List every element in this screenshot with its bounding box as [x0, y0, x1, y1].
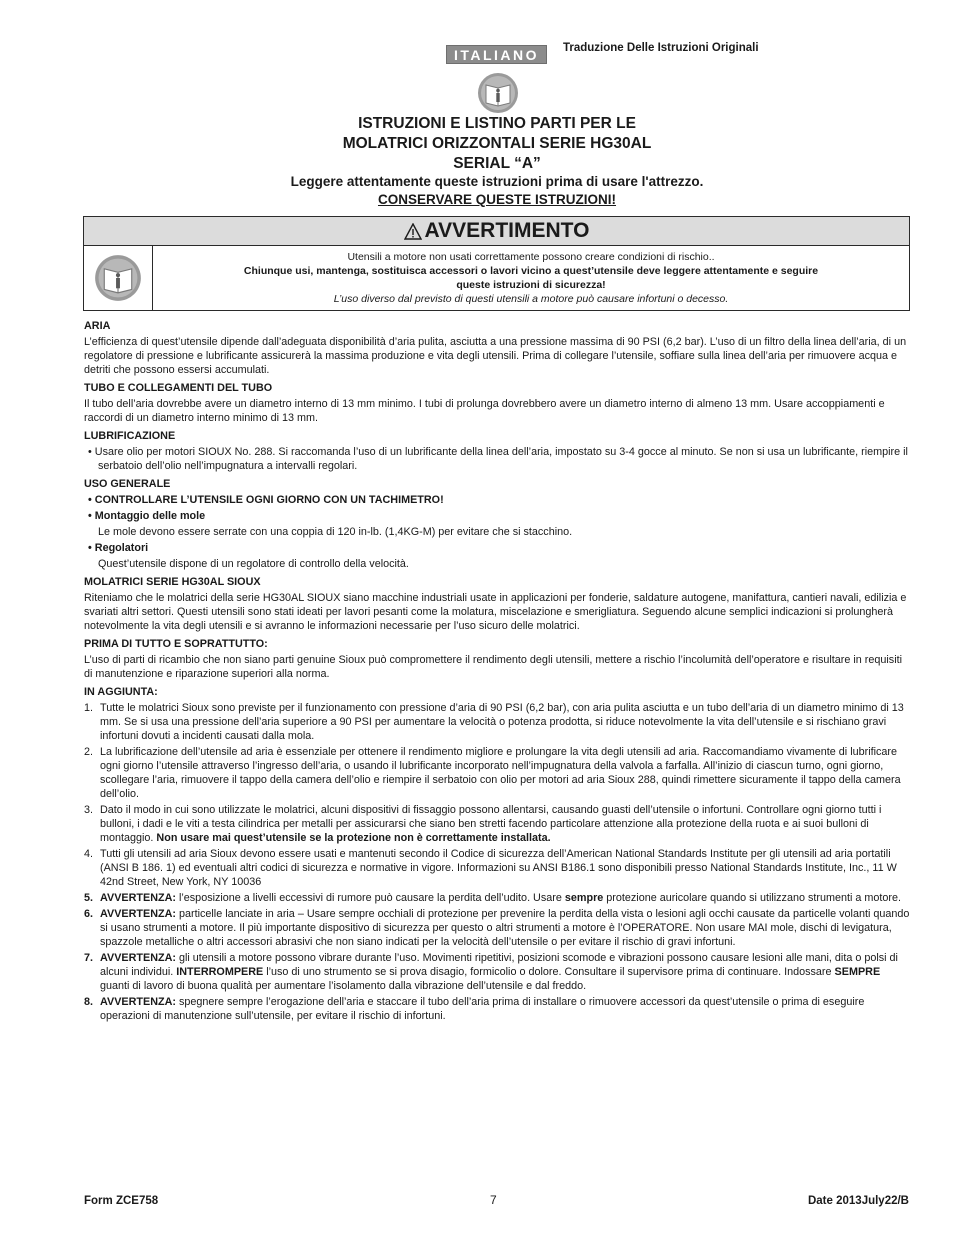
- numbered-item: 4. Tutti gli utensili ad aria Sioux devono essere usati e mantenuti secondo il Codice di sicurezza dell’American National Standards Institute per gli utensili ad aria portatili (ANSI B 186. 1) ed eventuali altri codici di sicurezza e normative in vigore. Informazioni su ANSI B186.1 sono disponibili presso National Standards Institute, Inc., 11 W 42nd Street, New York, NY 10036: [84, 848, 897, 888]
- bullet-detail: Le mole devono essere serrate con una coppia di 120 in-lb. (1,4KG-M) per evitare che si stacchino.: [98, 526, 573, 538]
- numbered-item: 5. AVVERTENZA: l’esposizione a livelli eccessivi di rumore può causare la perdita dell’udito. Usare sempre protezione auricolare quando si utilizzano strumenti a motore.: [84, 892, 901, 904]
- section-heading: ARIA: [84, 320, 111, 332]
- section-heading: TUBO E COLLEGAMENTI DEL TUBO: [84, 382, 273, 394]
- numbered-item: 3. Dato il modo in cui sono utilizzate le molatrici, alcuni dispositivi di fissaggio possono allentarsi, causando guasti dell’utensile o infortuni. Controllare ogni giorno tutti i bulloni, i dadi e le viti a testa cilindrica per metalli per assicurarsi che siano ben stretti facendo particolare attenzione alla protezione della ruota e ai suoi bulloni di montaggio. Non usare mai quest’utensile se la protezione non è correttamente installata.: [84, 804, 882, 844]
- warning-box: [83, 216, 910, 311]
- page-number: 7: [490, 1193, 497, 1207]
- section-heading: MOLATRICI SERIE HG30AL SIOUX: [84, 576, 261, 588]
- document-title: ISTRUZIONI E LISTINO PARTI PER LE MOLATRICI ORIZZONTALI SERIE HG30AL SERIAL “A”: [342, 115, 652, 172]
- warning-info-cell: [84, 246, 153, 310]
- numbered-item: 2. La lubrificazione dell’utensile ad aria è essenziale per ottenere il rendimento migliore e prolungare la vita degli utensili ad aria. Raccomandiamo vivamente di lubrificare ogni giorno l’utensile attraverso l’ingresso dell’aria, o usando il lubrificante incorporato nell’impugnatura della valvola a farfalla. All’inizio di ciascun turno, ogni giorno, scollegare l’aria, rimuovere il tappo della camera dell’olio e riempire il serbatoio con olio per motori ad aria Sioux 288, quindi rimettere sicuramente il tappo della camera dell’olio.: [84, 746, 901, 800]
- bullet-detail: Quest’utensile dispone di un regolatore di controllo della velocità.: [98, 558, 409, 570]
- paragraph: Riteniamo che le molatrici della serie HG30AL SIOUX siano macchine industriali usate in applicazioni per fonderie, saldature autogene, manifattura, cantieri navali, edilizia e svariati altri settori. Questi utensili sono stati ideati per lavori pesanti come la molatura, miscelazione e smerigliatura. Seguendo alcune semplici indicazioni si prolungherà notevolmente la vita degli utensili e si avranno le informazioni necessarie per l’uso sicuro delle molatrici.: [84, 592, 907, 632]
- keep-notice: CONSERVARE QUESTE ISTRUZIONI!: [377, 192, 617, 207]
- warning-triangle-icon: [404, 223, 422, 240]
- numbered-item: 6. AVVERTENZA: particelle lanciate in aria – Usare sempre occhiali di protezione per prevenire la perdita della vista o lesioni agli occhi causate da particelle volanti quando si usano strumenti a motore. Il più importante dispositivo di sicurezza per questo o altri strumenti a motore è l’OPERATORE. Non usare MAI mole, dischi di levigatura, spazzole metalliche o altri accessori abrasivi che non siano indicati per la velocità dell’utensile o per evitare il rischio di gravi infortuni.: [84, 908, 910, 948]
- info-book-icon: [477, 72, 519, 114]
- section-heading: LUBRIFICAZIONE: [84, 430, 176, 442]
- paragraph: L’efficienza di quest’utensile dipende dall’adeguata disponibilità d’aria pulita, asciutta a una pressione massima di 90 PSI (6,2 bar). L’uso di un filtro della linea dell’aria, di un regolatore di pressione e lubrificante assicurerà la massima produzione e vita degli utensili. Prima di collegare l’utensile, soffiare sulla linea dell’aria per rimuovere acqua e detriti che possono essersi accumulati.: [84, 336, 907, 376]
- bullet-item: • Montaggio delle mole: [88, 510, 206, 522]
- warning-text: Utensili a motore non usati correttamente possono creare condizioni di rischio.. Chiunque usi, mantenga, sostituisca accessori o lavori vicino a quest’utensile deve leggere attentamente e seguire queste istruzioni di sicurezza! L’uso diverso dal previsto di questi utensili a motore può causare infortuni o decesso.: [243, 251, 819, 305]
- numbered-item: 8. AVVERTENZA: spegnere sempre l’erogazione dell’aria e staccare il tubo dell’aria prima di installare o rimuovere accessori da quest’utensile o prima di eseguire operazioni di manutenzione sull’utensile, per evitare il rischio di infortuni.: [84, 996, 865, 1022]
- read-notice: Leggere attentamente queste istruzioni prima di usare l'attrezzo.: [290, 174, 704, 189]
- bullet-item: • CONTROLLARE L’UTENSILE OGNI GIORNO CON UN TACHIMETRO!: [88, 494, 444, 506]
- warning-heading: AVVERTIMENTO: [84, 217, 909, 246]
- body-text: [84, 319, 910, 1023]
- numbered-item: 1. Tutte le molatrici Sioux sono previste per il funzionamento con pressione d’aria di 90 PSI (6,2 bar), con aria pulita asciutta e un tubo dell’aria di un diametro minimo di 13 mm. Se si usa una pressione dell’aria superiore a 90 PSI per aumentare la velocità o potenza prodotta, si riduce notevolmente la vita dell’utensile e si rischiano gravi infortuni dovuti a incidenti causati dalla mola.: [84, 702, 904, 742]
- revision-date: Date 2013July22/B: [807, 1195, 909, 1207]
- paragraph: Il tubo dell’aria dovrebbe avere un diametro interno di 13 mm minimo. I tubi di prolunga dovrebbero avere un diametro interno di almeno 13 mm. Usare accoppiamenti e raccordi di un diametro interno minimo di 13 mm.: [84, 398, 885, 424]
- section-heading: IN AGGIUNTA:: [84, 686, 158, 698]
- bullet-item: • Usare olio per motori SIOUX No. 288. Si raccomanda l’uso di un lubrificante della linea dell’aria, impostato su 3-4 gocce al minuto. Se non si usa un lubrificante, riempire il serbatoio dell’olio nell’impugnatura a intervalli regolari.: [88, 446, 908, 472]
- numbered-item: 7. AVVERTENZA: gli utensili a motore possono vibrare durante l’uso. Movimenti ripetitivi, posizioni scomode e vibrazioni possono causare lesioni alle mani, dita o polsi di alcuni individui. INTERROMPERE l’uso di uno strumento se si prova disagio, formicolio o dolore. Consultare il supervisore prima di continuare. Indossare SEMPRE guanti di lavoro di buona qualità per aumentare l’isolamento dalla vibrazione dell’utensile e dal freddo.: [84, 952, 898, 992]
- form-number: Form ZCE758: [84, 1195, 159, 1207]
- info-book-icon: [94, 254, 142, 302]
- section-heading: USO GENERALE: [84, 478, 171, 490]
- language-badge: ITALIANO: [446, 45, 547, 64]
- translation-note: Traduzione Delle Istruzioni Originali: [563, 42, 759, 54]
- section-heading: PRIMA DI TUTTO E SOPRATTUTTO:: [84, 638, 268, 650]
- bullet-item: • Regolatori: [88, 542, 149, 554]
- paragraph: L’uso di parti di ricambio che non siano parti genuine Sioux può compromettere il rendimento degli utensili, mettere a rischio l’incolumità dell’operatore e risultare in requisiti di manutenzione e riparazione superiori alla norma.: [84, 654, 902, 680]
